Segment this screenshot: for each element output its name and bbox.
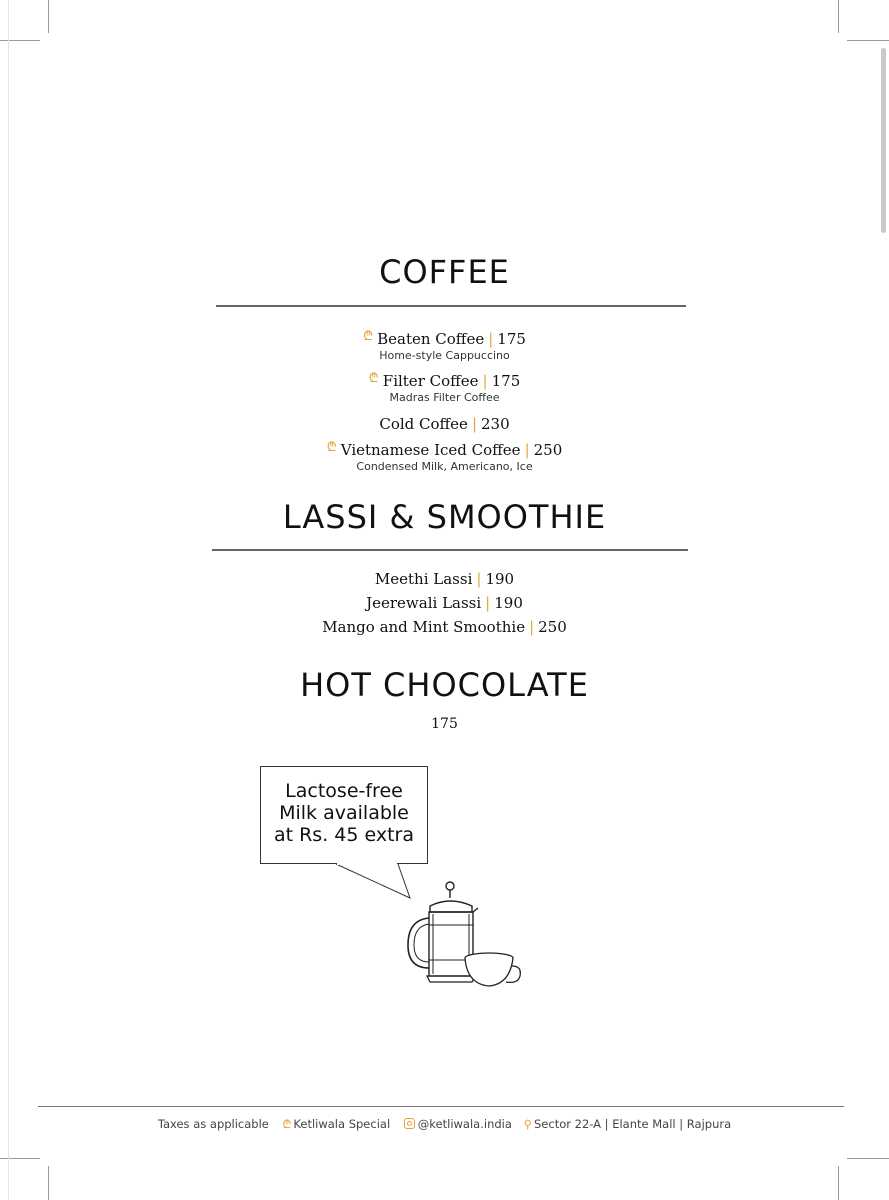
lassi-divider: [212, 549, 688, 551]
item-name: Meethi Lassi: [374, 570, 473, 588]
crop-mark: [48, 1166, 49, 1200]
footer-instagram[interactable]: @ketliwala.india: [417, 1117, 512, 1131]
item-price: 190: [494, 594, 523, 612]
item-price: 230: [481, 415, 510, 433]
note-line: at Rs. 45 extra: [273, 824, 415, 846]
footer-divider: [38, 1106, 844, 1107]
item-name: Beaten Coffee: [377, 330, 485, 348]
item-name: Cold Coffee: [379, 415, 468, 433]
footer-taxes: Taxes as applicable: [157, 1117, 269, 1131]
price-separator: |: [471, 415, 477, 433]
ketliwala-special-icon: ₾: [368, 371, 379, 386]
item-name: Jeerewali Lassi: [366, 594, 482, 612]
instagram-icon: [404, 1118, 415, 1129]
price-separator: |: [524, 441, 530, 459]
lassi-heading: LASSI & SMOOTHIE: [282, 498, 607, 536]
ketliwala-special-icon: ₾: [326, 440, 337, 455]
coffee-heading: COFFEE: [379, 253, 510, 291]
crop-mark: [0, 1158, 40, 1159]
menu-item-beaten-coffee: [0, 330, 889, 350]
menu-item-vietnamese-iced-coffee: [0, 441, 889, 461]
hot-chocolate-heading: HOT CHOCOLATE: [300, 666, 589, 704]
item-price: 250: [533, 441, 563, 459]
crop-mark: [838, 1166, 839, 1200]
price-separator: |: [482, 372, 488, 390]
menu-item-meethi-lassi: [0, 570, 889, 588]
lactose-free-note: [260, 766, 428, 864]
menu-item-filter-coffee: [0, 372, 889, 392]
item-description: Home-style Cappuccino: [379, 349, 510, 362]
footer-special-legend: Ketliwala Special: [293, 1117, 391, 1131]
price-separator: |: [529, 618, 535, 636]
price-separator: |: [488, 330, 494, 348]
footer: [0, 1117, 889, 1132]
item-price: 250: [538, 618, 567, 636]
hot-chocolate-price: 175: [431, 716, 458, 732]
crop-mark: [847, 1158, 889, 1159]
crop-mark: [0, 40, 40, 41]
crop-mark: [847, 40, 889, 41]
note-line: Lactose-free: [285, 780, 403, 802]
coffee-divider: [216, 305, 686, 307]
item-description: Condensed Milk, Americano, Ice: [356, 460, 533, 473]
footer-location: Sector 22-A | Elante Mall | Rajpura: [534, 1117, 732, 1131]
item-description: Madras Filter Coffee: [389, 391, 500, 404]
menu-item-mango-mint-smoothie: [0, 618, 889, 636]
location-pin-icon: ⚲: [523, 1117, 532, 1131]
item-price: 175: [491, 372, 521, 390]
item-price: 175: [497, 330, 526, 348]
menu-item-jeerewali-lassi: [0, 594, 889, 612]
ketliwala-special-icon: ₾: [282, 1117, 292, 1131]
coffee-cup-illustration: [465, 953, 520, 986]
item-price: 190: [485, 570, 515, 588]
ketliwala-special-icon: ₾: [363, 329, 374, 344]
crop-mark: [838, 0, 839, 33]
item-name: Mango and Mint Smoothie: [322, 618, 526, 636]
item-name: Filter Coffee: [382, 372, 479, 390]
menu-item-cold-coffee: [0, 415, 889, 433]
crop-mark: [48, 0, 49, 33]
price-separator: |: [476, 570, 482, 588]
price-separator: |: [485, 594, 491, 612]
scrollbar-thumb[interactable]: [881, 48, 886, 233]
note-line: Milk available: [279, 802, 409, 824]
item-name: Vietnamese Iced Coffee: [340, 441, 521, 459]
